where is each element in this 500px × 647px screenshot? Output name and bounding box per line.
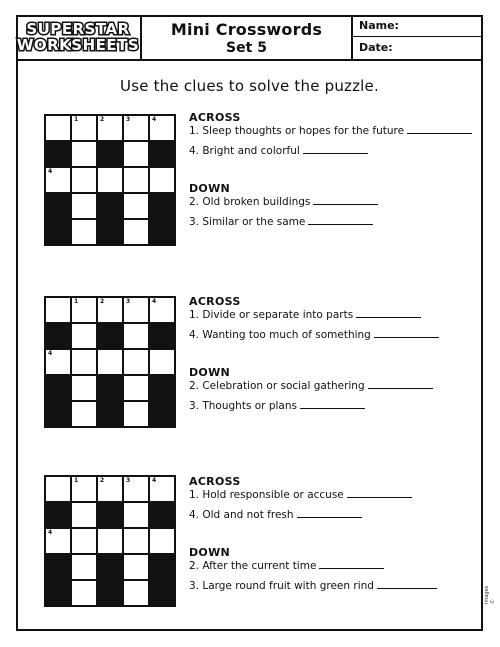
answer-cell[interactable] [123,401,149,427]
clue-number: 4 [48,168,53,175]
clue-number: 2 [100,298,105,305]
black-cell [45,401,71,427]
answer-cell[interactable] [45,297,71,323]
answer-cell[interactable] [123,580,149,606]
crossword-grid-1 [44,114,176,246]
down-heading: DOWN [189,366,231,379]
name-date-box [353,15,481,59]
black-cell [97,193,123,219]
answer-cell[interactable] [123,476,149,502]
answer-cell[interactable] [123,349,149,375]
answer-cell[interactable] [149,476,175,502]
answer-cell[interactable] [71,115,97,141]
name-field[interactable]: Name: [353,15,481,37]
answer-cell[interactable] [123,167,149,193]
black-cell [149,580,175,606]
clue-number: 3 [126,477,131,484]
answer-cell[interactable] [97,115,123,141]
answer-cell[interactable] [149,167,175,193]
answer-cell[interactable] [71,401,97,427]
page-title: Mini Crosswords [170,20,323,39]
title-box [142,15,353,59]
image-credit: Images © [484,585,496,604]
answer-cell[interactable] [45,528,71,554]
black-cell [97,375,123,401]
answer-cell[interactable] [71,141,97,167]
answer-cell[interactable] [45,167,71,193]
clue-number: 1 [74,116,79,123]
down-clue-2: 2. After the current time [189,560,489,580]
answer-cell[interactable] [71,554,97,580]
clue-number: 1 [74,298,79,305]
worksheet-header [16,15,483,61]
answer-cell[interactable] [149,297,175,323]
answer-cell[interactable] [71,167,97,193]
across-heading: ACROSS [189,111,241,124]
black-cell [149,554,175,580]
down-clue-3: 3. Large round fruit with green rind [189,580,489,600]
across-clue-1: 1. Hold responsible or accuse [189,489,489,509]
answer-cell[interactable] [149,349,175,375]
clues-1 [189,111,489,236]
clue-number: 4 [48,350,53,357]
black-cell [149,323,175,349]
black-cell [97,554,123,580]
answer-cell[interactable] [71,297,97,323]
black-cell [45,554,71,580]
black-cell [149,375,175,401]
answer-cell[interactable] [123,297,149,323]
answer-cell[interactable] [97,167,123,193]
across-clue-4: 4. Old and not fresh [189,509,489,529]
answer-cell[interactable] [71,476,97,502]
clue-number: 4 [152,477,157,484]
down-heading: DOWN [189,182,231,195]
answer-cell[interactable] [123,528,149,554]
black-cell [97,502,123,528]
down-clue-2: 2. Old broken buildings [189,196,489,216]
across-clue-1: 1. Sleep thoughts or hopes for the future [189,125,489,145]
black-cell [97,580,123,606]
answer-cell[interactable] [45,349,71,375]
black-cell [149,502,175,528]
clue-number: 3 [126,116,131,123]
across-heading: ACROSS [189,475,241,488]
answer-cell[interactable] [123,323,149,349]
clue-number: 3 [126,298,131,305]
clues-3 [189,475,489,600]
black-cell [149,401,175,427]
black-cell [97,219,123,245]
answer-cell[interactable] [123,193,149,219]
answer-cell[interactable] [123,502,149,528]
black-cell [149,193,175,219]
down-clue-2: 2. Celebration or social gathering [189,380,489,400]
across-clue-4: 4. Bright and colorful [189,145,489,165]
black-cell [45,323,71,349]
clue-number: 4 [152,116,157,123]
answer-cell[interactable] [149,528,175,554]
down-heading: DOWN [189,546,231,559]
answer-cell[interactable] [97,297,123,323]
instructions: Use the clues to solve the puzzle. [120,77,379,95]
page-subtitle: Set 5 [226,40,267,56]
black-cell [45,193,71,219]
black-cell [97,141,123,167]
clue-number: 4 [48,529,53,536]
clue-number: 2 [100,116,105,123]
black-cell [45,580,71,606]
black-cell [149,141,175,167]
answer-cell[interactable] [123,219,149,245]
down-clue-3: 3. Thoughts or plans [189,400,489,420]
answer-cell[interactable] [97,349,123,375]
answer-cell[interactable] [97,476,123,502]
black-cell [45,502,71,528]
clue-number: 1 [74,477,79,484]
down-clue-3: 3. Similar or the same [189,216,489,236]
across-clue-4: 4. Wanting too much of something [189,329,489,349]
black-cell [45,141,71,167]
clue-number: 2 [100,477,105,484]
superstar-worksheets-logo: SUPERSTAR WORKSHEETS [16,15,142,59]
answer-cell[interactable] [71,219,97,245]
crossword-grid-3 [44,475,176,607]
date-field[interactable]: Date: [359,41,393,54]
black-cell [149,219,175,245]
answer-cell[interactable] [123,554,149,580]
clue-number: 4 [152,298,157,305]
answer-cell[interactable] [71,193,97,219]
black-cell [97,323,123,349]
clues-2 [189,295,489,420]
across-clue-1: 1. Divide or separate into parts [189,309,489,329]
black-cell [45,375,71,401]
answer-cell[interactable] [149,115,175,141]
black-cell [97,401,123,427]
answer-cell[interactable] [45,476,71,502]
answer-cell[interactable] [71,323,97,349]
across-heading: ACROSS [189,295,241,308]
answer-cell[interactable] [123,115,149,141]
answer-cell[interactable] [45,115,71,141]
answer-cell[interactable] [71,502,97,528]
answer-cell[interactable] [71,349,97,375]
black-cell [45,219,71,245]
answer-cell[interactable] [71,528,97,554]
answer-cell[interactable] [123,141,149,167]
crossword-grid-2 [44,296,176,428]
answer-cell[interactable] [71,375,97,401]
answer-cell[interactable] [71,580,97,606]
answer-cell[interactable] [97,528,123,554]
answer-cell[interactable] [123,375,149,401]
